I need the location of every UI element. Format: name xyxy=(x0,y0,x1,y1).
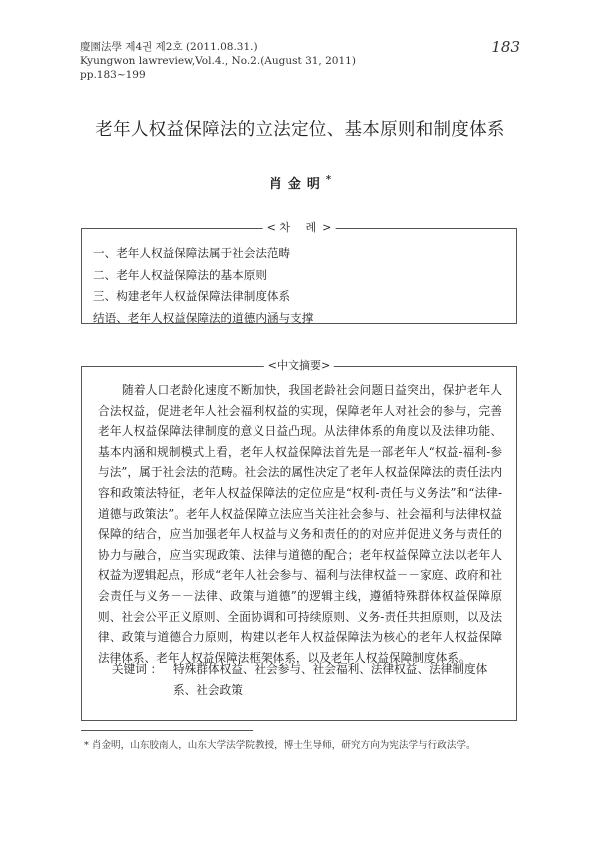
journal-pages: pp.183~199 xyxy=(80,69,146,81)
journal-info xyxy=(80,40,356,82)
footnote-divider xyxy=(81,730,253,731)
author-name: 肖金明 xyxy=(268,177,326,192)
journal-line-2: Kyungwon lawreview,Vol.4., No.2.(August 31, 2011) xyxy=(80,55,356,67)
abstract-box xyxy=(81,359,517,721)
footnote: * 肖金明，山东胶南人，山东大学法学院教授，博士生导师，研究方向为宪法学与行政法学。 xyxy=(84,740,476,751)
table-of-contents xyxy=(81,221,517,325)
author xyxy=(0,173,600,192)
abstract-text: 随着人口老龄化速度不断加快，我国老龄社会问题日益突出，保护老年人合法权益，促进老年人社会福利权益的实现，保障老年人对社会的参与，完善老年人权益保障法律制度的意义日益凸现。从法律体系的角度以及法律功能、基本内涵和规制模式上看，老年人权益保障法首先是一部老年人“权益-福利-参与法”，属于社会法的范畴。社会法的属性决定了老年人权益保障法的责任法内容和政策法特征，老年人权益保障法的定位应是“权利-责任与义务法”和“法律-道德与政策法”。老年人权益保障立法应当关注社会参与、社会福利与法律权益保障的结合，应当加强老年人权益与义务和责任的的对应并促进义务与责任的协力与融合，应当实现政策、法律与道德的配合；老年权益保障立法以老年人权益为逻辑起点，形成“老年人社会参与、福利与法律权益－－家庭、政府和社会责任与义务－－法律、政策与道德”的逻辑主线，遵循特殊群体权益保障原则、社会公平正义原则、全面协调和可持续原则、义务-责任共担原则，以及法律、政策与道德合力原则，构建以老年人权益保障法为核心的老年人权益保障法律体系、老年人权益保障法框架体系，以及老年人权益保障制度体系。 xyxy=(98,383,502,665)
journal-line-1: 慶園法學 제4권 제2호 (2011.08.31.) xyxy=(80,41,258,53)
keywords-label: 关键词 ： xyxy=(112,662,163,676)
toc-item: 一、老年人权益保障法属于社会法范畴 xyxy=(93,246,291,260)
page-number: 183 xyxy=(491,38,520,56)
abstract-label: <中文摘要> xyxy=(264,358,334,374)
toc-item: 结语、老年人权益保障法的道德内涵与支撑 xyxy=(93,310,314,325)
toc-label: < 차 례> xyxy=(263,220,336,236)
keywords xyxy=(98,659,502,701)
author-footnote-mark: * xyxy=(325,174,332,186)
toc-list xyxy=(93,243,313,329)
keywords-text: 特殊群体权益、社会参与、社会福利、法律权益、法律制度体系、社会政策 xyxy=(173,662,488,697)
toc-item: 二、老年人权益保障法的基本原则 xyxy=(93,267,267,282)
toc-item: 三、构建老年人权益保障法律制度体系 xyxy=(93,289,291,303)
paper-title: 老年人权益保障法的立法定位、基本原则和制度体系 xyxy=(95,120,505,140)
